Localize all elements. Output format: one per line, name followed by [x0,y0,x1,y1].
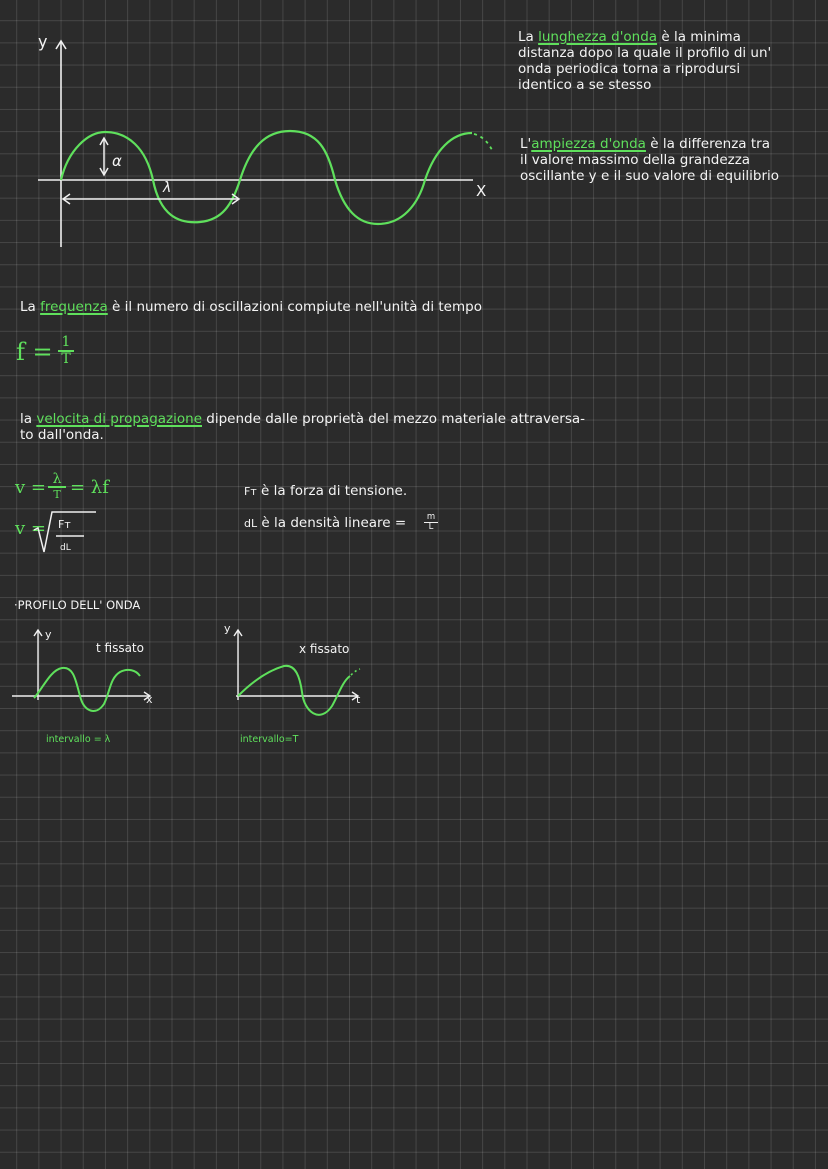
dl-numerator: m [426,512,436,522]
amp-prefix: L' [520,136,532,152]
frequency-definition [20,299,482,315]
wave-curve [61,131,472,224]
freq-rest: è il numero di oscillazioni compiute nell'unità di tempo [107,299,482,315]
amplitude-term: ampiezza d'onda [531,136,646,152]
freq-denominator: T [61,351,71,367]
vel-line2: to dall'onda. [20,427,104,443]
profile-right-interval: intervallo=T [240,734,299,745]
wl-rest: è la minima [657,29,741,45]
velocity-formula-1-rhs: = λf [70,477,109,498]
sqrt-sign [34,508,114,558]
wave-dashed-tail [474,134,492,150]
wl-line3: onda periodica torna a riprodursi [518,61,741,77]
vel-prefix: la [20,411,37,427]
wl-prefix: La [518,29,539,45]
velocity-term: velocita di propagazione [36,411,202,427]
main-x-label: X [476,182,487,200]
amp-line3: oscillante y e il suo valore di equilibrio [520,168,780,184]
vel1-denominator: T [53,488,61,501]
velocity-definition [20,411,720,443]
vel2-numerator: Fт [58,518,71,531]
profile-left-x-label: x [146,693,153,706]
freq-fraction [58,335,74,367]
amplitude-label: α [112,152,122,170]
amplitude-definition [520,136,825,184]
freq-formula-lhs: f = [16,338,53,366]
velocity-formula-1-lhs: v = [15,477,46,498]
profile-heading: ·PROFILO DELL' ONDA [14,598,141,612]
profile-left-interval: intervallo = λ [46,734,111,745]
amp-rest: è la differenza tra [645,136,770,152]
ft-text: è la forza di tensione. [256,483,408,499]
vel2-denominator: dL [60,543,71,553]
freq-prefix: La [20,299,41,315]
amp-line2: il valore massimo della grandezza [520,152,751,168]
profile-left-y-label: y [45,628,52,641]
ft-note [244,483,407,500]
wavelength-term: lunghezza d'onda [538,29,658,45]
wavelength-definition [518,29,823,93]
velocity-formula-2-lhs: v = [15,518,46,539]
vel1-numerator: λ [52,471,62,487]
freq-numerator: 1 [61,334,71,350]
dl-denominator: L [428,522,434,532]
profile-left-caption: t fissato [96,641,144,655]
profile-right-x-label: t [356,693,361,706]
dl-symbol: dL [244,517,258,530]
wl-line2: distanza dopo la quale il profilo di un' [518,45,772,61]
ft-symbol: Fт [244,485,257,498]
dl-text: è la densità lineare = [257,515,407,531]
velocity-formula-1-fraction [48,472,66,502]
frequency-formula [16,338,53,366]
wavelength-label: λ [163,180,172,196]
main-y-label: y [38,32,48,51]
profile-right-caption: x fissato [299,642,350,656]
dl-note [244,515,406,532]
vel-rest: dipende dalle proprietà del mezzo materiale attraversa- [202,411,586,427]
wl-line4: identico a se stesso [518,77,652,93]
profile-right-y-label: y [224,622,231,635]
profile-left-diagram [0,620,200,720]
frequency-term: frequenza [40,299,108,315]
dl-fraction [424,513,438,532]
